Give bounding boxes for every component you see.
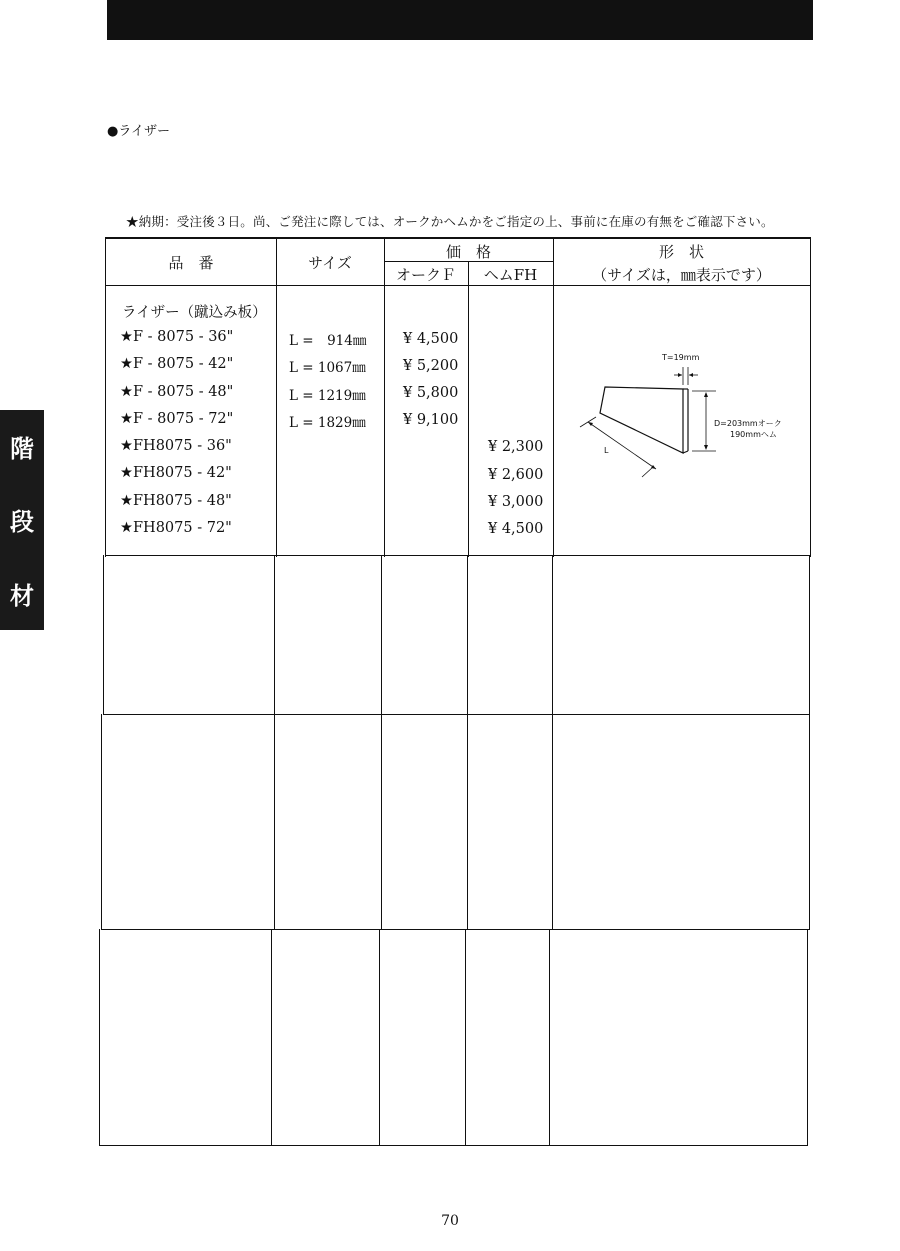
hem-price: ¥ 2,300	[488, 439, 544, 455]
table-border-right	[810, 237, 811, 557]
column-divider	[465, 929, 466, 1146]
oak-price: ¥ 4,500	[403, 331, 459, 347]
item-size: L = 1067㎜	[289, 360, 366, 376]
section-title: ●ライザー	[107, 124, 170, 139]
depth-label: 190mmヘム	[730, 430, 777, 439]
table-border-top	[106, 237, 811, 239]
hem-price: ¥ 2,600	[488, 467, 544, 483]
header-shape-note: （サイズは，㎜表示です）	[592, 266, 771, 284]
header-price: 価 格	[445, 243, 491, 261]
item-code: ★FH8075 - 72"	[120, 520, 232, 536]
side-tab	[0, 410, 44, 630]
header-bar	[107, 0, 813, 40]
table-border-right	[807, 929, 808, 1146]
item-code: ★F - 8075 - 36"	[120, 329, 234, 345]
item-size: L = 1829㎜	[289, 415, 366, 431]
oak-price: ¥ 5,200	[403, 358, 459, 374]
table-border-left	[99, 929, 100, 1146]
column-divider	[381, 555, 382, 930]
item-size: L = 1219㎜	[289, 388, 366, 404]
item-code: ★FH8075 - 36"	[120, 438, 232, 454]
side-tab-char: 段	[10, 508, 34, 537]
column-divider	[467, 555, 468, 930]
delivery-note: ★納期：受注後３日。尚、ご発注に際しては、オークかヘムかをご指定の上、事前に在庫の有無をご確認下さい。	[126, 214, 774, 229]
row-divider	[104, 714, 810, 715]
group-title: ライザー（蹴込み板）	[122, 305, 267, 321]
length-label: L	[604, 446, 609, 455]
column-divider	[549, 929, 550, 1146]
item-size: L = 914㎜	[289, 333, 367, 349]
oak-price: ¥ 9,100	[403, 412, 459, 428]
item-code: ★F - 8075 - 42"	[120, 356, 234, 372]
table-border-right	[809, 555, 810, 930]
thickness-label: T=19mm	[662, 353, 700, 362]
side-tab-char: 材	[10, 581, 34, 610]
column-divider	[274, 555, 275, 930]
oak-price: ¥ 5,800	[403, 385, 459, 401]
table-border-left	[101, 714, 102, 930]
row-divider	[106, 555, 811, 556]
column-divider	[468, 261, 469, 557]
header-hem: ヘムFH	[483, 266, 538, 284]
item-code: ★FH8075 - 42"	[120, 465, 232, 481]
item-code: ★F - 8075 - 48"	[120, 384, 234, 400]
table-border-bottom	[99, 1145, 808, 1146]
page-number: 70	[441, 1213, 459, 1229]
column-divider	[276, 237, 277, 557]
column-divider	[271, 929, 272, 1146]
depth-label: D=203mmオーク	[714, 419, 782, 428]
row-divider	[102, 929, 809, 930]
header-item: 品 番	[168, 254, 214, 272]
side-tab-char: 階	[10, 435, 34, 464]
item-code: ★F - 8075 - 72"	[120, 411, 234, 427]
column-divider	[379, 929, 380, 1146]
column-divider	[552, 555, 553, 930]
header-divider	[106, 285, 811, 286]
hem-price: ¥ 4,500	[488, 521, 544, 537]
column-divider	[384, 237, 385, 557]
header-size: サイズ	[308, 254, 352, 272]
hem-price: ¥ 3,000	[488, 494, 544, 510]
riser-board-diagram	[570, 345, 800, 495]
table-border-left	[105, 237, 106, 557]
header-shape: 形 状	[658, 243, 704, 261]
header-oak: オークＦ	[395, 266, 456, 284]
item-code: ★FH8075 - 48"	[120, 493, 232, 509]
column-divider	[553, 237, 554, 557]
table-border-left	[103, 555, 104, 715]
